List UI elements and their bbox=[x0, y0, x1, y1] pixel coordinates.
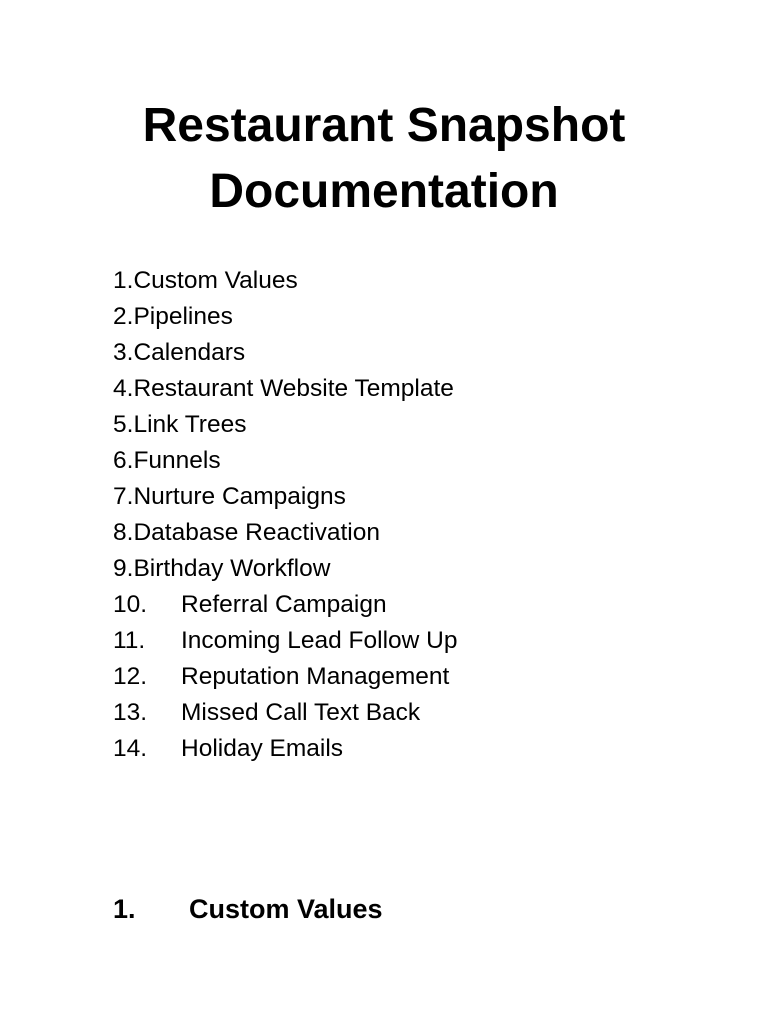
toc-label: Missed Call Text Back bbox=[181, 699, 421, 726]
toc-item-missed-call-text-back bbox=[113, 695, 457, 731]
toc-number: 6. bbox=[113, 447, 134, 474]
toc-item-holiday-emails bbox=[113, 731, 457, 767]
section-title: Custom Values bbox=[189, 894, 383, 924]
toc-number: 7. bbox=[113, 483, 134, 510]
toc-label: Nurture Campaigns bbox=[133, 483, 346, 510]
toc-item-link-trees bbox=[113, 407, 457, 443]
title-line-1: Restaurant Snapshot bbox=[142, 99, 626, 152]
toc-item-website-template bbox=[113, 371, 457, 407]
document-title bbox=[0, 93, 768, 225]
toc-number: 4. bbox=[113, 375, 134, 402]
toc-number: 9. bbox=[113, 555, 134, 582]
toc-number: 2. bbox=[113, 303, 134, 330]
toc-item-pipelines bbox=[113, 299, 457, 335]
toc-label: Referral Campaign bbox=[181, 591, 387, 618]
toc-item-referral-campaign bbox=[113, 587, 457, 623]
toc-label: Restaurant Website Template bbox=[133, 375, 454, 402]
toc-number: 3. bbox=[113, 339, 134, 366]
toc-label: Link Trees bbox=[133, 411, 247, 438]
toc-item-database-reactivation bbox=[113, 515, 457, 551]
toc-number: 14. bbox=[113, 735, 148, 762]
toc-number: 11. bbox=[113, 627, 146, 654]
toc-number: 8. bbox=[113, 519, 134, 546]
toc-label: Database Reactivation bbox=[133, 519, 380, 546]
toc-item-incoming-lead-follow-up bbox=[113, 623, 457, 659]
toc-label: Funnels bbox=[133, 447, 221, 474]
toc-item-funnels bbox=[113, 443, 457, 479]
toc-label: Custom Values bbox=[133, 267, 298, 294]
toc-label: Incoming Lead Follow Up bbox=[181, 627, 458, 654]
toc-number: 13. bbox=[113, 699, 148, 726]
toc-item-reputation-management bbox=[113, 659, 457, 695]
toc-number: 10. bbox=[113, 591, 148, 618]
toc-item-calendars bbox=[113, 335, 457, 371]
toc-item-custom-values bbox=[113, 263, 457, 299]
toc-label: Reputation Management bbox=[181, 663, 450, 690]
section-number: 1. bbox=[113, 894, 136, 924]
toc-number: 12. bbox=[113, 663, 148, 690]
toc-item-nurture-campaigns bbox=[113, 479, 457, 515]
toc-label: Pipelines bbox=[133, 303, 233, 330]
toc-number: 1. bbox=[113, 267, 134, 294]
section-heading-custom-values bbox=[113, 889, 383, 929]
toc-label: Holiday Emails bbox=[181, 735, 344, 762]
toc-number: 5. bbox=[113, 411, 134, 438]
table-of-contents bbox=[113, 263, 457, 767]
toc-label: Birthday Workflow bbox=[133, 555, 331, 582]
toc-item-birthday-workflow bbox=[113, 551, 457, 587]
toc-label: Calendars bbox=[133, 339, 246, 366]
title-line-2: Documentation bbox=[209, 165, 559, 218]
